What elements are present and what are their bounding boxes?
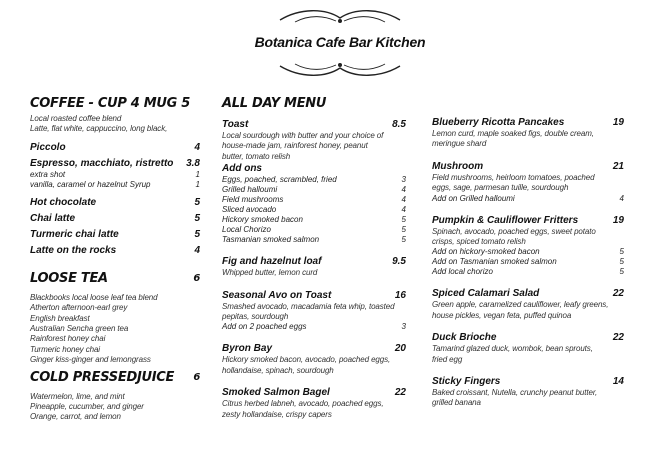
menu-item-description: Baked croissant, Nutella, crunchy peanut butter, (432, 388, 598, 398)
menu-item-name-label: Piccolo (30, 141, 66, 153)
section-description: Australian Sencha green tea (30, 324, 129, 334)
menu-item-name-label: Spiced Calamari Salad (432, 288, 540, 300)
menu-item (30, 228, 200, 241)
menu-item (432, 287, 624, 321)
menu-item-name (30, 228, 200, 241)
menu-item-name-label: Latte on the rocks (30, 244, 117, 256)
menu-item (432, 116, 624, 150)
addon-row-label: Sliced avocado (222, 205, 277, 215)
menu-item-name-label: Smoked Salmon Bagel (222, 387, 330, 399)
menu-item-name (222, 118, 406, 131)
addon-row-label: Hickory smoked bacon (222, 215, 303, 225)
menu-item-name-label: Sticky Fingers (432, 376, 501, 388)
menu-item-description: house-made jam, rainforest honey, peanut (222, 141, 368, 151)
menu-item (222, 255, 406, 278)
menu-item (432, 214, 624, 278)
menu-item-name (30, 244, 200, 257)
addon-row-label: Add on 2 poached eggs (222, 322, 307, 332)
menu-column-mains (432, 96, 624, 409)
menu-item-name (30, 196, 200, 209)
menu-item-name-price: 20 (394, 343, 406, 355)
addon-row-price: 1 (195, 179, 200, 189)
addon-row-label: Local Chorizo (222, 225, 271, 235)
menu-item (30, 212, 200, 225)
menu-item-name-label: Fig and hazelnut loaf (222, 256, 322, 268)
addon-row (222, 185, 406, 195)
menu-item-description: hollandaise, spinach, sourdough (222, 365, 334, 375)
menu-item-name (222, 386, 406, 399)
ornament-top-flourish (270, 6, 410, 28)
menu-item-description: meringue shard (432, 139, 487, 149)
menu-item-name-price: 4 (194, 244, 200, 256)
addon-row-price: 4 (401, 185, 406, 195)
section-title: ALL DAY MENU (222, 96, 327, 111)
section-heading (30, 96, 200, 112)
menu-item-description: Green apple, caramelized cauliflower, leafy greens, (432, 300, 609, 310)
menu-column-drinks (30, 96, 200, 423)
menu-item-description: Spinach, avocado, poached eggs, sweet potato (432, 226, 596, 236)
addon-row-price: 4 (619, 193, 624, 203)
menu-item-description: Citrus herbed labneh, avocado, poached eggs, (222, 399, 384, 409)
section-heading (30, 370, 200, 386)
section-title: COLD PRESSEDJUICE (30, 369, 175, 385)
menu-column-all-day (222, 96, 406, 420)
menu-item-description: fried egg (432, 354, 463, 364)
addon-row (432, 257, 624, 267)
addon-row-label: vanilla, caramel or hazelnut Syrup (30, 179, 151, 189)
menu-item-name-price: 16 (394, 289, 406, 301)
menu-item-name (432, 375, 624, 388)
menu-item-name-price: 22 (612, 288, 624, 300)
section-description: Pineapple, cucumber, and ginger (30, 402, 144, 412)
menu-item-name-price: 14 (612, 376, 624, 388)
menu-item (432, 160, 624, 204)
addon-row-price: 4 (401, 195, 406, 205)
menu-item-description: crisps, spiced tomato relish (432, 237, 526, 247)
menu-item-description: Smashed avocado, macadamia feta whip, toasted (222, 301, 395, 311)
addon-row (222, 235, 406, 245)
addons-heading: Add ons (222, 163, 262, 175)
addon-row (222, 215, 406, 225)
section-description: Local roasted coffee blend (30, 114, 122, 123)
addon-row-price: 5 (401, 215, 406, 225)
menu-item-description: Whipped butter, lemon curd (222, 268, 318, 278)
menu-item-name-price: 3.8 (186, 157, 200, 169)
menu-item-name-price: 21 (612, 160, 624, 172)
addon-row (432, 247, 624, 257)
menu-item-description: house pickles, vegan feta, puffed quinoa (432, 310, 572, 320)
addon-row (222, 195, 406, 205)
menu-item-name-price: 19 (612, 117, 624, 128)
menu-item (432, 331, 624, 365)
menu-item-name (222, 255, 406, 268)
menu-item (432, 375, 624, 409)
menu-item-description: Local sourdough with butter and your choice of (222, 131, 384, 140)
addon-row-price: 5 (619, 247, 624, 257)
addon-row (222, 322, 406, 332)
menu-item-description: grilled banana (432, 398, 481, 408)
menu-item-name-price: 19 (612, 214, 624, 226)
addon-row-label: Eggs, poached, scrambled, fried (222, 175, 337, 185)
section-description: English breakfast (30, 313, 90, 323)
menu-item-name-price: 22 (612, 332, 624, 344)
addon-row-price: 5 (401, 225, 406, 235)
section-heading (30, 271, 200, 287)
menu-item-name-price: 4 (194, 141, 200, 153)
addon-row-price: 5 (619, 257, 624, 267)
menu-item-description: Field mushrooms, heirloom tomatoes, poached (432, 172, 595, 182)
section-description: Blackbooks local loose leaf tea blend (30, 292, 158, 302)
section-price: 6 (193, 272, 200, 284)
menu-item-description: eggs, sage, parmesan tuille, sourdough (432, 183, 569, 193)
menu-item (30, 141, 200, 154)
menu-item-name (432, 331, 624, 344)
section-description: Watermelon, lime, and mint (30, 391, 125, 401)
menu-item-name-label: Turmeric chai latte (30, 228, 119, 240)
menu-item (222, 342, 406, 376)
addon-row-label: Field mushrooms (222, 195, 284, 205)
section-price: 6 (193, 371, 200, 383)
addon-row-price: 1 (195, 169, 200, 179)
menu-item-name-price: 9.5 (392, 256, 406, 268)
menu-item (222, 118, 406, 245)
ornament-bottom-flourish (270, 58, 410, 80)
addon-row (30, 180, 200, 190)
menu-item-name (222, 342, 406, 355)
menu-item (30, 196, 200, 209)
menu-item-name-label: Toast (222, 119, 249, 130)
section-description: Turmeric honey chai (30, 344, 100, 354)
menu-item-name-label: Seasonal Avo on Toast (222, 289, 332, 301)
menu-item-name-label: Mushroom (432, 160, 484, 172)
section-title: LOOSE TEA (30, 270, 108, 286)
menu-item-description: zesty hollandaise, crispy capers (222, 409, 332, 419)
menu-item-name-label: Espresso, macchiato, ristretto (30, 157, 174, 169)
addon-row-label: Add local chorizo (432, 267, 493, 277)
menu-item-name-price: 22 (394, 387, 406, 399)
addon-row (30, 170, 200, 180)
menu-item-name-label: Chai latte (30, 212, 76, 224)
menu-item-name-price: 5 (194, 196, 200, 208)
menu-item-name-label: Blueberry Ricotta Pancakes (432, 117, 565, 128)
menu-item (222, 289, 406, 333)
menu-item-name (432, 116, 624, 129)
addon-row-label: Grilled halloumi (222, 185, 278, 195)
addon-row-price: 5 (401, 235, 406, 245)
menu-item-name-price: 5 (194, 212, 200, 224)
addon-row-label: extra shot (30, 169, 66, 179)
addon-row-label: Add on hickory-smoked bacon (432, 247, 540, 257)
addon-row-price: 3 (401, 175, 406, 185)
menu-item-name-label: Duck Brioche (432, 332, 497, 344)
menu-item (222, 386, 406, 420)
addon-row (222, 225, 406, 235)
menu-item-description: Lemon curd, maple soaked figs, double cream, (432, 129, 594, 138)
menu-item-name (30, 212, 200, 225)
menu-item (30, 157, 200, 190)
menu-item-description: pepitas, sourdough (222, 312, 289, 322)
menu-item-description: Hickory smoked bacon, avocado, poached eggs, (222, 355, 391, 365)
addon-row-price: 5 (619, 267, 624, 277)
addon-row (222, 205, 406, 215)
menu-item-description: butter, tomato relish (222, 151, 291, 161)
section-title: COFFEE - CUP 4 MUG 5 (30, 96, 191, 111)
section-description: Latte, flat white, cappuccino, long black, (30, 124, 168, 134)
menu-item-description: Tamarind glazed duck, wombok, bean sprouts, (432, 344, 593, 354)
addon-row-label: Add on Grilled halloumi (432, 193, 515, 203)
section-description: Ginger kiss-ginger and lemongrass (30, 355, 151, 365)
addon-row (432, 194, 624, 204)
page-title: Botanica Cafe Bar Kitchen (254, 34, 426, 50)
section-description: Atherton afternoon-earl grey (30, 303, 128, 313)
menu-item-name (30, 141, 200, 154)
section-description: Rainforest honey chai (30, 334, 106, 344)
addon-row (432, 267, 624, 277)
menu-item-name-price: 5 (194, 228, 200, 240)
menu-item-name (432, 160, 624, 173)
menu-item (30, 244, 200, 257)
addon-row-label: Add on Tasmanian smoked salmon (432, 257, 557, 267)
menu-item-name-label: Hot chocolate (30, 196, 97, 208)
addon-row-label: Tasmanian smoked salmon (222, 235, 320, 245)
menu-item-name (432, 214, 624, 227)
menu-item-name (222, 289, 406, 302)
addon-row-price: 4 (401, 205, 406, 215)
menu-item-name-label: Pumpkin & Cauliflower Fritters (432, 214, 579, 226)
addon-row (222, 175, 406, 185)
section-description: Orange, carrot, and lemon (30, 412, 121, 422)
menu-item-name (432, 287, 624, 300)
addon-row-price: 3 (401, 322, 406, 332)
menu-item-name-label: Byron Bay (222, 343, 273, 355)
section-heading (222, 96, 406, 112)
menu-item-name (30, 157, 200, 170)
menu-item-name-price: 8.5 (392, 119, 406, 130)
